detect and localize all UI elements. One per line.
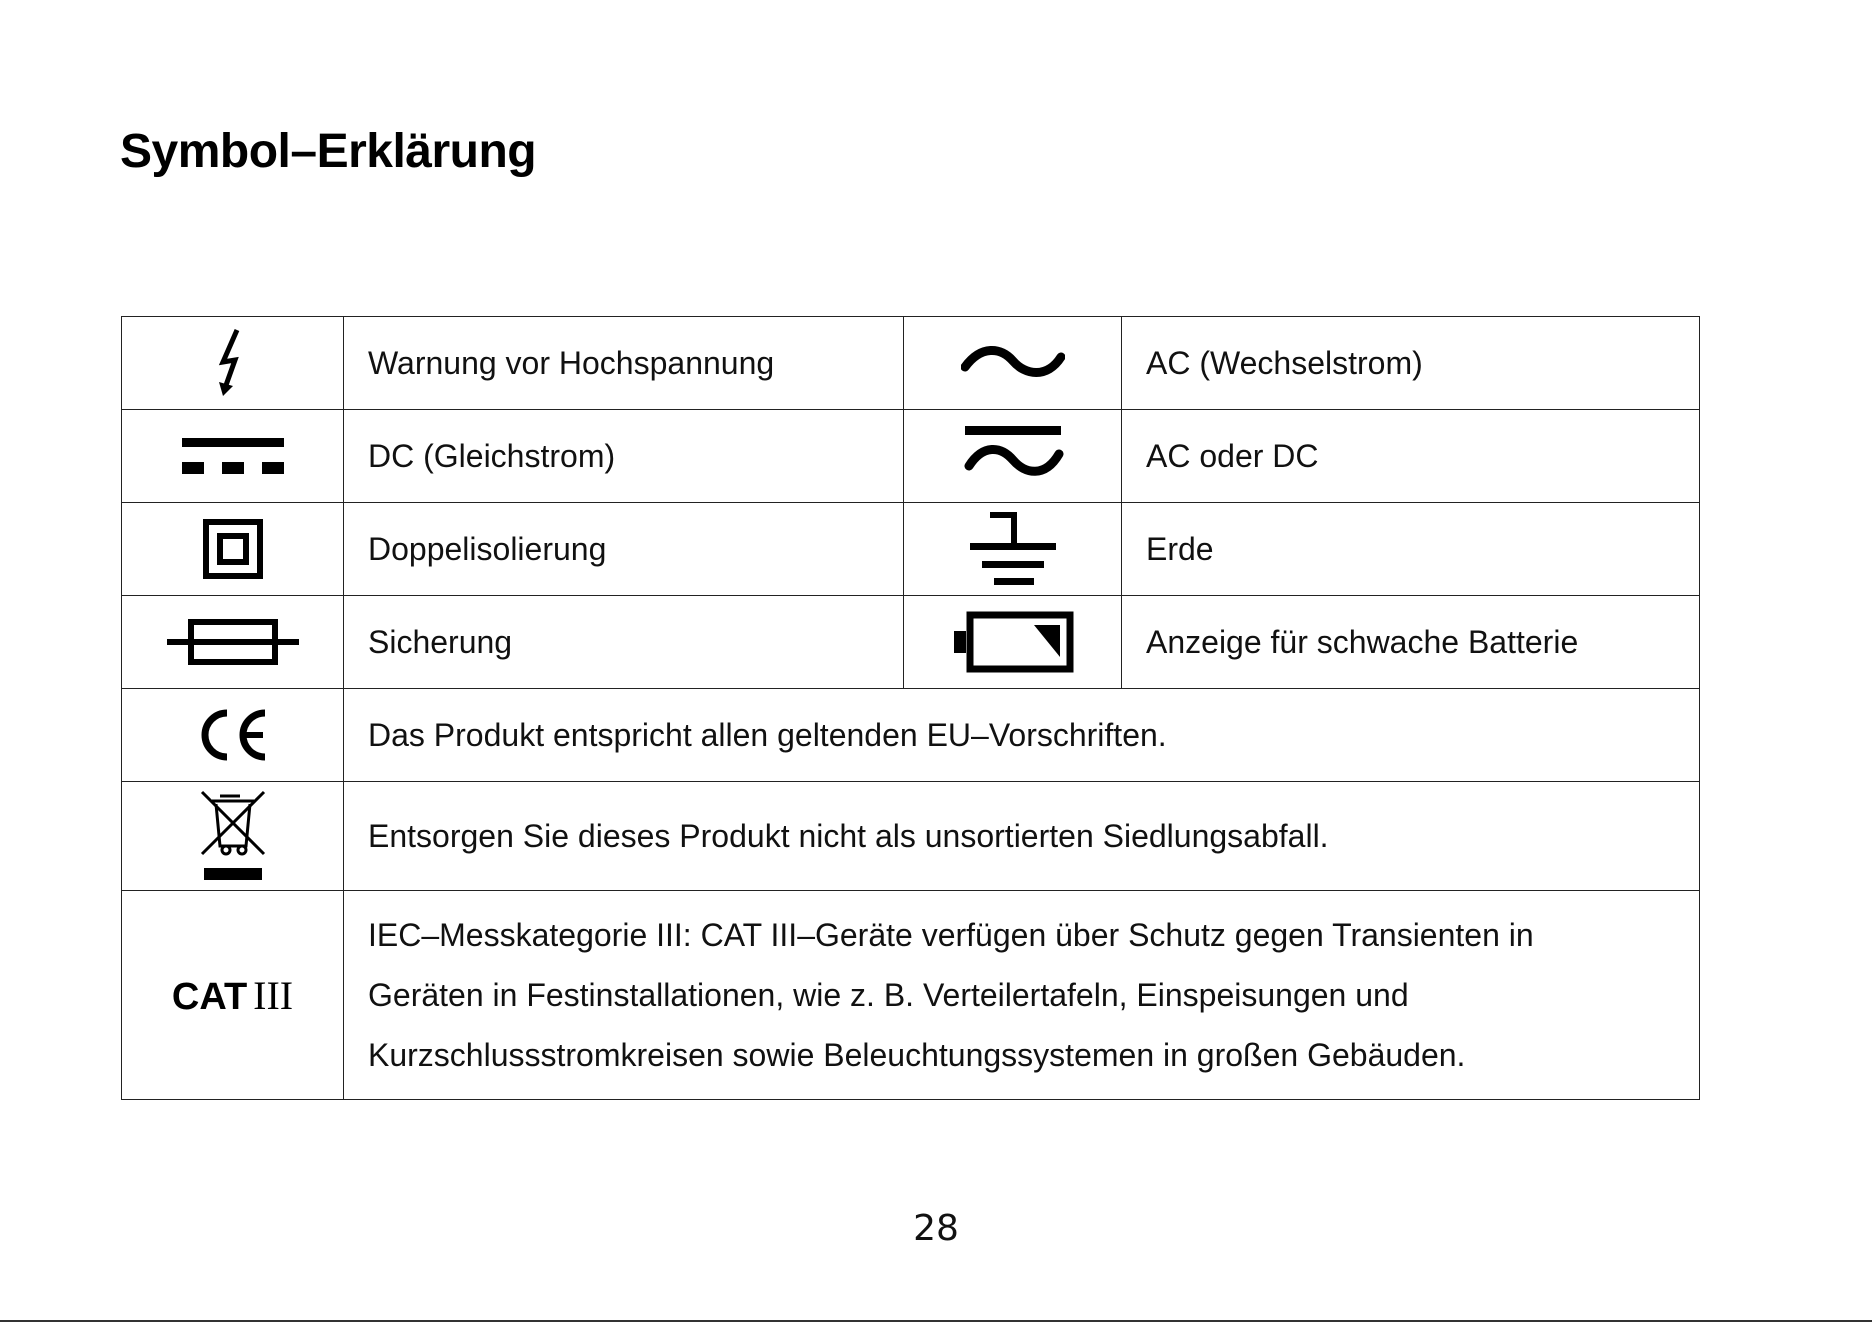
symbol-cell xyxy=(904,596,1122,689)
table-row xyxy=(122,891,1700,1100)
bottom-rule xyxy=(0,1320,1872,1322)
text-line: Geräten in Festinstallationen, wie z. B. Verteilertafeln, Einspeisungen und xyxy=(368,977,1409,1013)
cat-roman-numeral: III xyxy=(253,972,294,1018)
symbol-description: Das Produkt entspricht allen geltenden EU–Vorschriften. xyxy=(344,689,1700,782)
cat-label: CAT xyxy=(171,975,248,1018)
fuse-icon xyxy=(165,617,301,667)
ac-dc-icon xyxy=(961,424,1065,488)
symbol-cell xyxy=(904,410,1122,503)
text-line: Kurzschlussstromkreisen sowie Beleuchtungssystemen in großen Gebäuden. xyxy=(368,1037,1466,1073)
symbol-description: AC (Wechselstrom) xyxy=(1122,317,1700,410)
weee-bin-icon xyxy=(198,788,268,884)
symbol-table xyxy=(121,316,1700,1100)
cat-iii-mark xyxy=(171,972,294,1018)
symbol-description: DC (Gleichstrom) xyxy=(344,410,904,503)
symbol-description: Erde xyxy=(1122,503,1700,596)
symbol-cell xyxy=(122,782,344,891)
low-battery-icon xyxy=(952,611,1074,673)
symbol-description: Doppelisolierung xyxy=(344,503,904,596)
symbol-description: Anzeige für schwache Batterie xyxy=(1122,596,1700,689)
ce-mark-icon xyxy=(195,707,271,763)
symbol-description: AC oder DC xyxy=(1122,410,1700,503)
symbol-cell xyxy=(122,596,344,689)
table-row xyxy=(122,503,1700,596)
symbol-cell xyxy=(122,317,344,410)
symbol-description xyxy=(344,891,1700,1100)
table-row xyxy=(122,689,1700,782)
page-number: 28 xyxy=(913,1208,959,1249)
symbol-cell xyxy=(122,410,344,503)
symbol-description: Warnung vor Hochspannung xyxy=(344,317,904,410)
earth-ground-icon xyxy=(968,511,1058,587)
ac-wave-icon xyxy=(961,343,1065,383)
table-row xyxy=(122,410,1700,503)
page-title: Symbol–Erklärung xyxy=(120,125,537,178)
symbol-cell xyxy=(122,503,344,596)
symbol-description: Entsorgen Sie dieses Produkt nicht als unsortierten Siedlungsabfall. xyxy=(344,782,1700,891)
symbol-description: Sicherung xyxy=(344,596,904,689)
double-insulation-icon xyxy=(203,519,263,579)
table-row xyxy=(122,782,1700,891)
dc-icon xyxy=(180,434,286,478)
symbol-cell xyxy=(122,689,344,782)
symbol-cell xyxy=(122,891,344,1100)
symbol-cell xyxy=(904,317,1122,410)
table-row xyxy=(122,596,1700,689)
high-voltage-icon xyxy=(215,328,251,398)
symbol-cell xyxy=(904,503,1122,596)
table-row xyxy=(122,317,1700,410)
text-line: IEC–Messkategorie III: CAT III–Geräte verfügen über Schutz gegen Transienten in xyxy=(368,917,1534,953)
